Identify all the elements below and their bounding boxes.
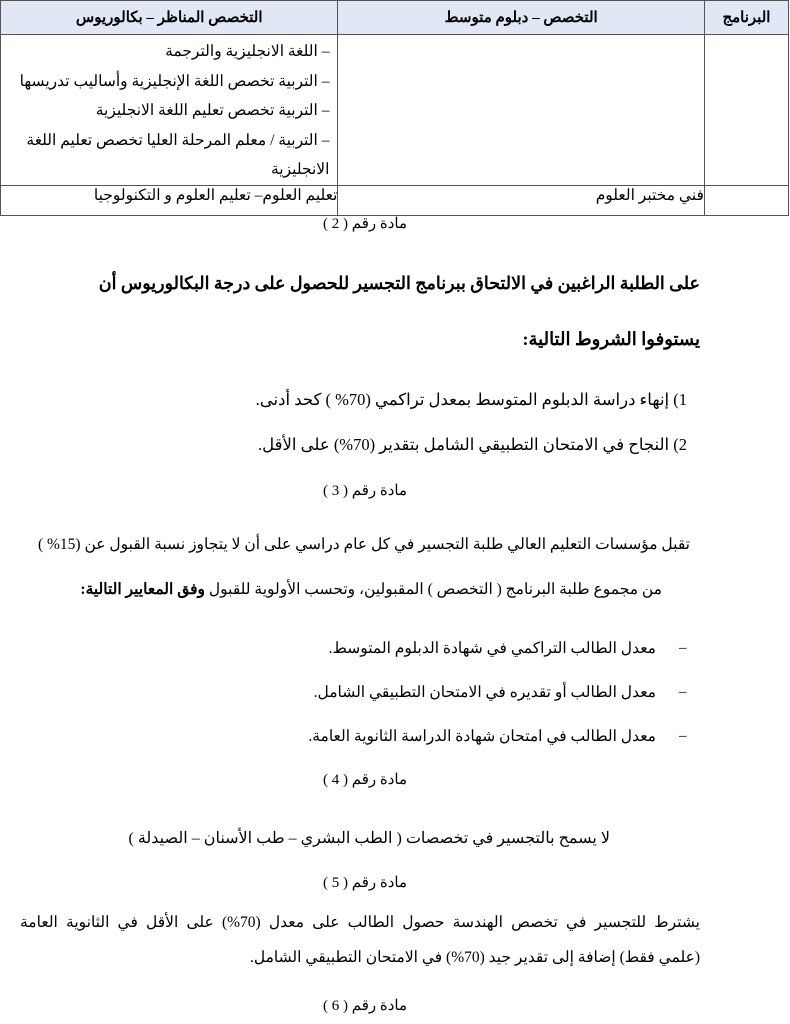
list-item: – التربية تخصص تعليم اللغة الانجليزية bbox=[95, 102, 330, 119]
table-row bbox=[1, 185, 789, 215]
article-2-heading-line2: يستوفوا الشروط التالية: bbox=[522, 329, 700, 349]
cell-diploma-empty bbox=[338, 35, 704, 186]
bullet-dash: – bbox=[679, 640, 687, 656]
header-diploma: التخصص – دبلوم متوسط bbox=[338, 1, 704, 35]
article-4-text: لا يسمح بالتجسير في تخصصات ( الطب البشري – طب الأسنان – الصيدلة ) bbox=[128, 830, 610, 847]
article-3-paragraph-line2 bbox=[22, 580, 662, 599]
list-item: – التربية / معلم المرحلة العليا تخصص تعليم اللغة bbox=[26, 131, 330, 149]
list-item: – اللغة الانجليزية والترجمة bbox=[165, 43, 330, 60]
criteria-item: معدل الطالب التراكمي في شهادة الدبلوم المتوسط. bbox=[328, 640, 656, 657]
bullet-dash: – bbox=[679, 684, 687, 700]
article-6-label: مادة رقم ( 6 ) bbox=[322, 998, 408, 1014]
article-2-label: مادة رقم ( 2 ) bbox=[322, 216, 408, 232]
article-4-label: مادة رقم ( 4 ) bbox=[322, 772, 408, 788]
cell-program-empty bbox=[704, 185, 788, 215]
article-3-label: مادة رقم ( 3 ) bbox=[322, 483, 408, 499]
condition-1: 1) إنهاء دراسة الدبلوم المتوسط بمعدل تراكمي (70% ) كحد أدنى. bbox=[255, 390, 687, 409]
article-3-paragraph-plain: من مجموع طلبة البرنامج ( التخصص ) المقبولين، وتحسب الأولوية للقبول bbox=[208, 581, 662, 598]
list-item: الانجليزية bbox=[271, 161, 330, 178]
article-5-label: مادة رقم ( 5 ) bbox=[322, 875, 408, 891]
cell-bachelor-list bbox=[1, 35, 338, 186]
article-5-line1: يشترط للتجسير في تخصص الهندسة حصول الطالب على معدل (70%) على الأقل في الثانوية العامة bbox=[20, 914, 700, 931]
header-bachelor: التخصص المناظر – بكالوريوس bbox=[1, 1, 338, 35]
article-3-paragraph-bold: وفق المعايير التالية: bbox=[80, 581, 206, 598]
table-row bbox=[1, 35, 789, 186]
article-2-heading-line1: على الطلبة الراغبين في الالتحاق ببرنامج التجسير للحصول على درجة البكالوريوس أن bbox=[98, 273, 700, 293]
bachelor-list bbox=[1, 35, 337, 185]
criteria-item: معدل الطالب في امتحان شهادة الدراسة الثانوية العامة. bbox=[308, 728, 656, 745]
cell-bachelor-science: تعليم العلوم– تعليم العلوم و التكنولوجيا bbox=[1, 185, 338, 215]
programs-table bbox=[0, 0, 789, 216]
criteria-item: معدل الطالب أو تقديره في الامتحان التطبيقي الشامل. bbox=[313, 684, 656, 701]
header-program: البرنامج bbox=[704, 1, 788, 35]
condition-2: 2) النجاح في الامتحان التطبيقي الشامل بتقدير (70%) على الأقل. bbox=[258, 435, 687, 454]
bullet-dash: – bbox=[679, 728, 687, 744]
list-item: – التربية تخصص اللغة الإنجليزية وأساليب تدريسها bbox=[19, 72, 330, 90]
article-3-paragraph-line1: تقبل مؤسسات التعليم العالي طلبة التجسير في كل عام دراسي على أن لا يتجاوز نسبة القبول عن (15% ) bbox=[37, 536, 690, 553]
article-5-line2: (علمي فقط) إضافة إلى تقدير جيد (70%) في الامتحان التطبيقي الشامل. bbox=[249, 949, 700, 966]
cell-program-empty bbox=[704, 35, 788, 186]
cell-diploma-lab: فني مختبر العلوم bbox=[338, 185, 704, 215]
table-header-row bbox=[1, 1, 789, 35]
